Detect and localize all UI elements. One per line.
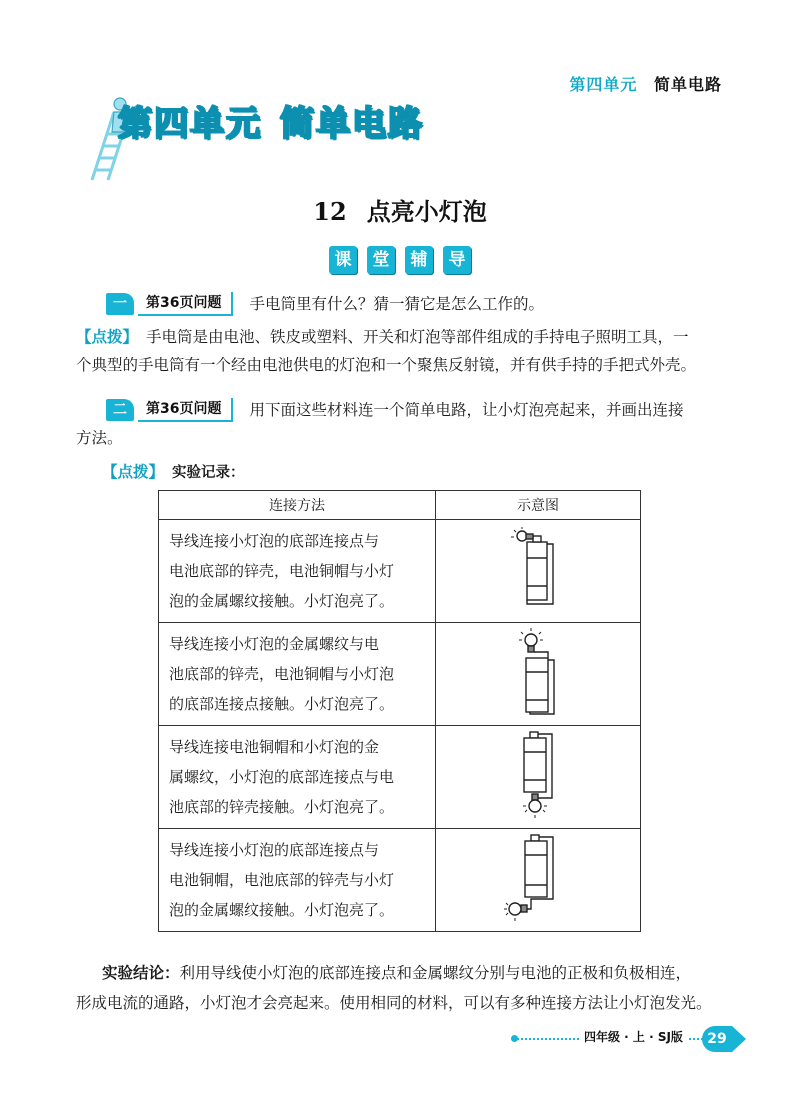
page-arrow-icon <box>732 1026 746 1052</box>
conclusion <box>76 958 736 1018</box>
header-title: 简单电路 <box>653 75 722 94</box>
question-1-answer <box>76 323 736 379</box>
banner-char: 辅 <box>405 246 433 274</box>
section-banner <box>0 246 800 274</box>
record-label: 实验记录： <box>172 465 245 481</box>
method-cell <box>159 520 436 623</box>
circuit-diagram-2-icon <box>508 626 568 718</box>
banner-char: 课 <box>329 246 357 274</box>
diagram-cell <box>436 623 641 726</box>
question-1-number: 一 <box>106 293 134 315</box>
answer-line: 手电筒是由电池、铁皮或塑料、开关和灯泡等部件组成的手持电子照明工具，一 <box>146 328 689 346</box>
method-line: 属螺纹，小灯泡的底部连接点与电 <box>169 768 395 786</box>
method-line: 导线连接小灯泡的底部连接点与 <box>169 841 380 859</box>
circuit-diagram-4-icon <box>503 831 573 925</box>
lesson-name: 点亮小灯泡 <box>366 198 487 226</box>
question-1-label <box>106 292 233 316</box>
conclusion-tag: 实验结论： <box>102 964 180 982</box>
running-header <box>569 72 722 95</box>
table-row <box>159 623 641 726</box>
diagram-cell <box>436 829 641 932</box>
experiment-table <box>158 490 641 932</box>
question-1-page: 第36页问题 <box>138 292 233 316</box>
question-1-text: 手电筒里有什么？猜一猜它是怎么工作的。 <box>249 295 544 313</box>
circuit-diagram-3-icon <box>508 728 568 822</box>
question-1 <box>106 290 544 318</box>
question-2-text-cont: 方法。 <box>76 429 123 447</box>
page-number: 29 <box>702 1026 732 1052</box>
question-2-number: 二 <box>106 399 134 421</box>
method-cell <box>159 623 436 726</box>
diagram-cell <box>436 726 641 829</box>
method-line: 导线连接小灯泡的金属螺纹与电 <box>169 635 380 653</box>
hint-tag: 【点拨】 <box>76 328 139 346</box>
table-row <box>159 520 641 623</box>
question-2 <box>106 396 684 424</box>
banner-char: 堂 <box>367 246 395 274</box>
col-method-header: 连接方法 <box>159 491 436 520</box>
question-2-hint <box>102 458 245 487</box>
method-line: 的底部连接点接触。小灯泡亮了。 <box>169 695 395 713</box>
method-cell <box>159 829 436 932</box>
method-line: 池底部的锌壳，电池铜帽与小灯泡 <box>169 665 395 683</box>
banner-char: 导 <box>443 246 471 274</box>
circuit-diagram-1-icon <box>508 526 568 612</box>
col-diagram-header: 示意图 <box>436 491 641 520</box>
unit-banner-title <box>118 96 424 145</box>
question-2-page: 第36页问题 <box>138 398 233 422</box>
table-header-row <box>159 491 641 520</box>
conclusion-line: 形成电流的通路，小灯泡才会亮起来。使用相同的材料，可以有多种连接方法让小灯泡发光。 <box>76 994 712 1012</box>
table-row <box>159 726 641 829</box>
question-2-text: 用下面这些材料连一个简单电路，让小灯泡亮起来，并画出连接 <box>249 401 684 419</box>
method-line: 电池底部的锌壳，电池铜帽与小灯 <box>169 562 395 580</box>
method-line: 泡的金属螺纹接触。小灯泡亮了。 <box>169 901 395 919</box>
question-2-label <box>106 398 233 422</box>
banner-title: 简单电路 <box>280 104 424 144</box>
method-line: 池底部的锌壳接触。小灯泡亮了。 <box>169 798 395 816</box>
lesson-number: 12 <box>313 197 347 226</box>
answer-line: 个典型的手电筒有一个经由电池供电的灯泡和一个聚焦反射镜，并有供手持的手把式外壳。 <box>76 356 697 374</box>
lesson-title <box>0 192 800 227</box>
diagram-cell <box>436 520 641 623</box>
hint-tag: 【点拨】 <box>102 463 165 481</box>
method-line: 电池铜帽，电池底部的锌壳与小灯 <box>169 871 395 889</box>
method-line: 泡的金属螺纹接触。小灯泡亮了。 <box>169 592 395 610</box>
method-line: 导线连接小灯泡的底部连接点与 <box>169 532 380 550</box>
header-unit: 第四单元 <box>569 75 638 94</box>
method-cell <box>159 726 436 829</box>
banner-unit: 第四单元 <box>118 104 262 144</box>
footer-grade: 四年级 · 上 · SJ版 <box>580 1028 687 1045</box>
method-line: 导线连接电池铜帽和小灯泡的金 <box>169 738 380 756</box>
conclusion-line: 利用导线使小灯泡的底部连接点和金属螺纹分别与电池的正极和负极相连， <box>179 964 692 982</box>
table-row <box>159 829 641 932</box>
